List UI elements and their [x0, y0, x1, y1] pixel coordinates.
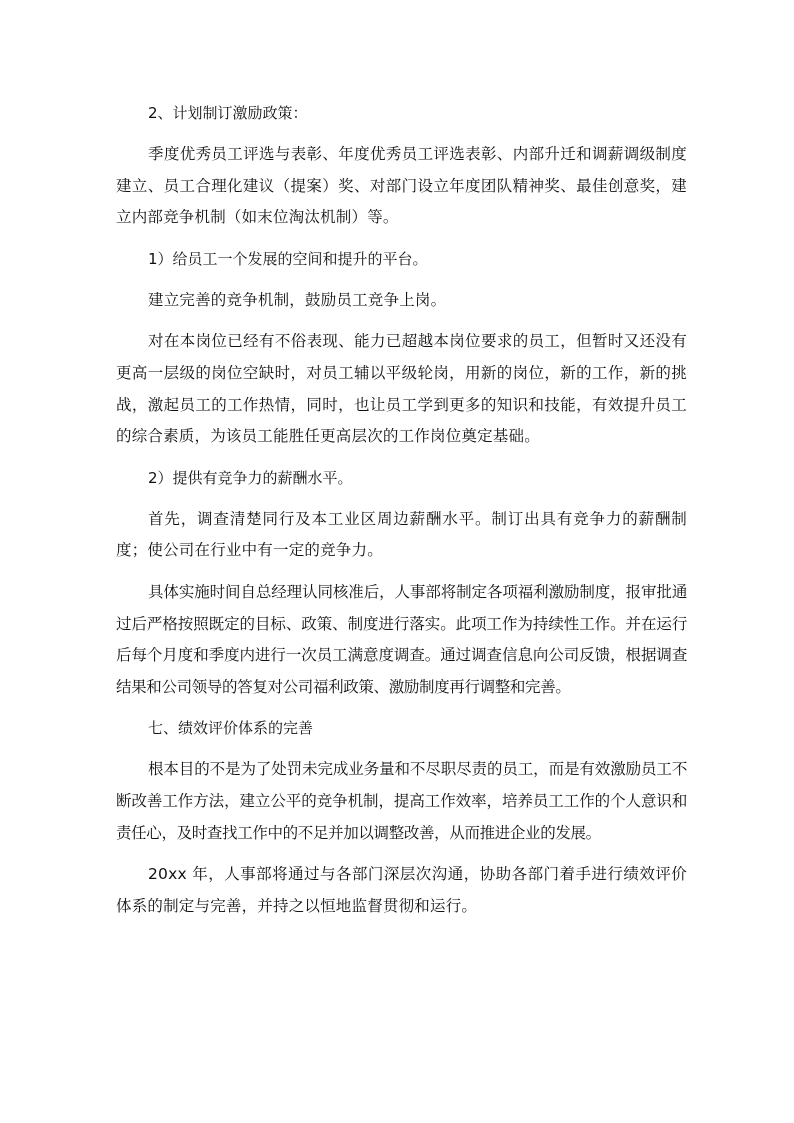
paragraph-job-rotation: 对在本岗位已经有不俗表现、能力已超越本岗位要求的员工，但暂时又还没有更高一层级的岗位空缺时，对员工辅以平级轮岗，用新的岗位，新的工作，新的挑战，激起员工的工作热情，同时，也让员工学到更多的知识和技能，有效提升员工的综合素质，为该员工能胜任更高层次的工作岗位奠定基础。: [116, 332, 687, 446]
paragraph-annual-plan: 20xx 年，人事部将通过与各部门深层次沟通，协助各部门着手进行绩效评价体系的制定与完善，并持之以恒地监督贯彻和运行。: [116, 865, 687, 915]
section-heading-performance-evaluation: 七、绩效评价体系的完善: [148, 719, 314, 738]
document-page: [116, 98, 687, 932]
subheading-competitive-salary: 2）提供有竞争力的薪酬水平。: [148, 468, 353, 487]
paragraph-incentive-list: 季度优秀员工评选与表彰、年度优秀员工评选表彰、内部升迁和调薪调级制度建立、员工合理化建议（提案）奖、对部门设立年度团队精神奖、最佳创意奖，建立内部竞争机制（如末位淘汰机制）等。: [116, 145, 687, 227]
paragraph-implementation: 具体实施时间自总经理认同核准后，人事部将制定各项福利激励制度，报审批通过后严格按照既定的目标、政策、制度进行落实。此项工作为持续性工作。并在运行后每个月度和季度内进行一次员工满意度调查。通过调查信息向公司反馈，根据调查结果和公司领导的答复对公司福利政策、激励制度再行调整和完善。: [116, 582, 687, 696]
paragraph-competition-mechanism: 建立完善的竞争机制，鼓励员工竞争上岗。: [148, 290, 447, 309]
paragraph-evaluation-purpose: 根本目的不是为了处罚未完成业务量和不尽职尽责的员工，而是有效激励员工不断改善工作方法，建立公平的竞争机制，提高工作效率，培养员工工作的个人意识和责任心，及时查找工作中的不足并加以调整改善，从而推进企业的发展。: [116, 760, 687, 842]
section-heading-incentive-policy: 2、计划制订激励政策：: [148, 104, 308, 122]
paragraph-salary-survey: 首先，调查清楚同行及本工业区周边薪酬水平。制订出具有竞争力的薪酬制度；使公司在行业中有一定的竞争力。: [116, 509, 687, 560]
subheading-development-platform: 1）给员工一个发展的空间和提升的平台。: [148, 249, 428, 268]
